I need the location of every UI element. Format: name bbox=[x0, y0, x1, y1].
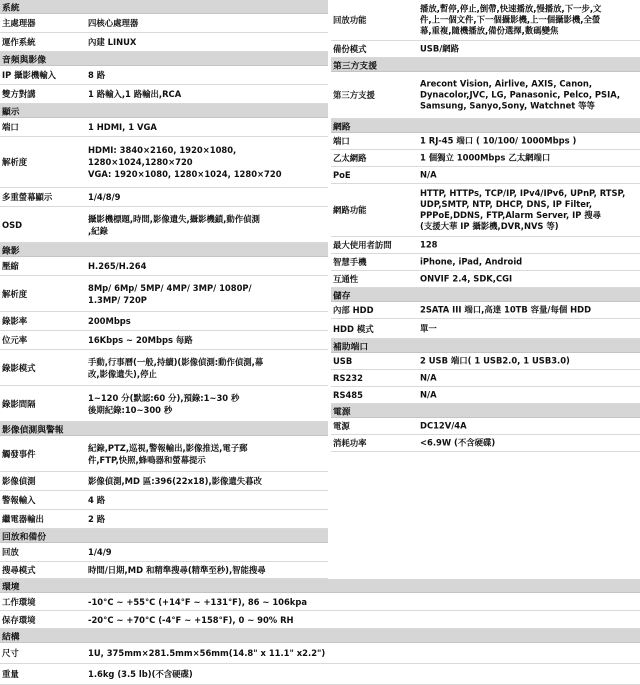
spec-value-line: 1 個獨立 1000Mbps 乙太網端口 bbox=[420, 152, 551, 163]
spec-label: IP 攝影機輸入 bbox=[2, 70, 57, 80]
spec-label: RS232 bbox=[333, 373, 363, 383]
spec-table-left bbox=[0, 0, 328, 579]
spec-label: 錄影模式 bbox=[2, 362, 36, 373]
spec-value-line: HTTP, HTTPs, TCP/IP, IPv4/IPv6, UPnP, RTSP, bbox=[420, 188, 626, 198]
spec-value-line: 件,FTP,快照,蜂鳴器和螢幕提示 bbox=[88, 454, 206, 465]
spec-label: 乙太網路 bbox=[333, 153, 367, 163]
spec-value bbox=[88, 356, 325, 380]
spec-row bbox=[331, 150, 640, 167]
spec-value-line: 2 路 bbox=[88, 514, 106, 524]
spec-value bbox=[420, 323, 637, 334]
spec-value-line: 200Mbps bbox=[88, 316, 131, 326]
spec-label: 運作系統 bbox=[2, 37, 36, 47]
spec-value-line: 8Mp/ 6Mp/ 5MP/ 4MP/ 3MP/ 1080P/ bbox=[88, 282, 252, 293]
spec-value-line: ONVIF 2.4, SDK,CGI bbox=[420, 273, 513, 284]
section-title: 儲存 bbox=[333, 291, 351, 301]
spec-label: HDD 模式 bbox=[333, 323, 374, 334]
spec-value bbox=[88, 546, 325, 558]
spec-label: 內部 HDD bbox=[333, 305, 374, 315]
spec-value-line: USB/網路 bbox=[420, 43, 460, 54]
spec-row bbox=[331, 0, 640, 41]
spec-value bbox=[420, 170, 637, 181]
spec-value bbox=[88, 315, 325, 327]
spec-row bbox=[331, 435, 640, 452]
spec-value bbox=[420, 257, 637, 268]
spec-label: 錄影間隔 bbox=[2, 398, 36, 409]
spec-row bbox=[331, 72, 640, 119]
spec-row bbox=[0, 436, 328, 472]
spec-row bbox=[331, 167, 640, 184]
spec-value-line: 手動,行事曆(一般,持續)(影像偵測:動作偵測,幕 bbox=[88, 356, 264, 367]
spec-value-line: ,紀錄 bbox=[88, 225, 108, 236]
spec-value bbox=[88, 668, 637, 680]
spec-value bbox=[88, 144, 325, 180]
spec-label: 尺寸 bbox=[2, 648, 19, 658]
spec-row bbox=[0, 543, 328, 562]
spec-value bbox=[420, 79, 637, 112]
spec-value-line: HDMI: 3840×2160, 1920×1080, bbox=[88, 145, 237, 155]
spec-label: 端口 bbox=[2, 122, 19, 132]
spec-row bbox=[331, 370, 640, 387]
spec-value-line: 單一 bbox=[420, 323, 437, 333]
spec-row bbox=[331, 41, 640, 58]
spec-value-line: 播放,暫停,停止,倒帶,快速播放,慢播放,下一步,文 bbox=[420, 3, 602, 14]
spec-value bbox=[420, 390, 637, 401]
spec-row bbox=[331, 254, 640, 271]
spec-value bbox=[88, 334, 325, 346]
spec-value bbox=[88, 442, 325, 466]
spec-label: 錄影率 bbox=[2, 316, 28, 326]
spec-row bbox=[331, 353, 640, 370]
spec-value bbox=[420, 4, 637, 37]
spec-row bbox=[331, 302, 640, 319]
spec-value bbox=[88, 36, 325, 48]
spec-value bbox=[88, 17, 325, 29]
spec-label: 最大使用者訪問 bbox=[333, 240, 392, 250]
spec-value-line: Samsung, Sanyo,Sony, Watchnet 等等 bbox=[420, 100, 595, 111]
spec-label: 警報輸入 bbox=[2, 495, 36, 505]
section-header bbox=[331, 119, 640, 133]
spec-value-line: -10°C ~ +55°C (+14°F ~ +131°F), 86 ~ 106kpa bbox=[88, 596, 308, 607]
spec-row bbox=[0, 257, 328, 276]
spec-value bbox=[420, 356, 637, 367]
spec-value bbox=[88, 88, 325, 100]
spec-row bbox=[331, 319, 640, 339]
spec-row bbox=[0, 276, 328, 312]
section-header bbox=[0, 0, 328, 14]
spec-value-line: Arecont Vision, Airlive, AXIS, Canon, bbox=[420, 78, 593, 89]
section-title: 音頻與影像 bbox=[2, 55, 46, 65]
spec-value-line: 1~120 分(默認:60 分),預錄:1~30 秒 bbox=[88, 392, 240, 403]
spec-row bbox=[0, 118, 328, 137]
spec-row bbox=[0, 331, 328, 350]
spec-label: RS485 bbox=[333, 390, 363, 400]
spec-value bbox=[88, 69, 325, 81]
section-title: 補助端口 bbox=[333, 342, 369, 352]
spec-value bbox=[88, 494, 325, 506]
spec-value-line: UDP,SMTP, NTP, DHCP, DNS, IP Filter, bbox=[420, 199, 593, 209]
spec-value-line: Dynacolor,JVC, LG, Panasonic, Pelco, PSIA, bbox=[420, 89, 621, 100]
spec-label: 壓縮 bbox=[2, 261, 19, 271]
spec-value bbox=[88, 260, 325, 272]
spec-label: 主處理器 bbox=[2, 18, 36, 28]
spec-value bbox=[88, 191, 325, 203]
spec-row bbox=[331, 418, 640, 435]
spec-row bbox=[331, 133, 640, 150]
spec-row bbox=[0, 207, 328, 243]
spec-row bbox=[0, 643, 640, 664]
spec-row bbox=[0, 188, 328, 207]
section-header bbox=[0, 422, 328, 436]
spec-value-line: 1 RJ-45 端口 ( 10/100/ 1000Mbps ) bbox=[420, 135, 577, 146]
spec-value bbox=[88, 213, 325, 237]
spec-value-line: 內建 LINUX bbox=[88, 37, 137, 47]
spec-value-line: iPhone, iPad, Android bbox=[420, 256, 523, 267]
spec-row bbox=[0, 664, 640, 685]
spec-row bbox=[0, 350, 328, 386]
spec-label: 觸發事件 bbox=[2, 448, 36, 459]
section-header bbox=[331, 339, 640, 353]
spec-row bbox=[331, 387, 640, 404]
spec-value-line: 1/4/8/9 bbox=[88, 192, 121, 202]
spec-label: 網路功能 bbox=[333, 205, 367, 215]
spec-value-line: 四核心處理器 bbox=[88, 18, 139, 28]
spec-label: 回放功能 bbox=[333, 15, 367, 25]
spec-label: 繼電器輸出 bbox=[2, 514, 44, 524]
section-header bbox=[0, 243, 328, 257]
spec-label: 多重螢幕顯示 bbox=[2, 192, 53, 202]
spec-value bbox=[88, 614, 637, 626]
spec-value-line: DC12V/4A bbox=[420, 420, 467, 431]
spec-label: USB bbox=[333, 356, 353, 366]
spec-row bbox=[0, 562, 328, 579]
spec-value-line: VGA: 1920×1080, 1280×1024, 1280×720 bbox=[88, 169, 282, 179]
spec-value bbox=[420, 305, 637, 316]
spec-label: 解析度 bbox=[2, 288, 28, 299]
spec-value-line: 件,上一個文件,下一個攝影機,上一個攝影機,全螢 bbox=[420, 14, 601, 25]
spec-value bbox=[88, 647, 637, 659]
spec-value-line: N/A bbox=[420, 389, 437, 400]
section-header bbox=[331, 288, 640, 302]
spec-value bbox=[420, 373, 637, 384]
spec-value bbox=[420, 421, 637, 432]
spec-value-line: 16Kbps ~ 20Mbps 每路 bbox=[88, 335, 193, 345]
spec-row bbox=[0, 33, 328, 52]
spec-row bbox=[0, 510, 328, 529]
spec-value-line: N/A bbox=[420, 169, 437, 180]
spec-row bbox=[0, 491, 328, 510]
spec-label: 電源 bbox=[333, 421, 350, 431]
section-header bbox=[331, 404, 640, 418]
spec-row bbox=[331, 271, 640, 288]
section-title: 系統 bbox=[2, 3, 20, 13]
spec-label: 第三方支援 bbox=[333, 90, 375, 100]
spec-row bbox=[331, 237, 640, 254]
spec-value-line: (支援大華 IP 攝影機,DVR,NVS 等) bbox=[420, 221, 559, 231]
spec-label: 雙方對講 bbox=[2, 89, 36, 99]
spec-value-line: 1/4/9 bbox=[88, 547, 112, 557]
spec-value-line: 影像偵測,MD 區:396(22x18),影像遺失暮改 bbox=[88, 476, 262, 486]
section-header bbox=[0, 529, 328, 543]
spec-row bbox=[0, 137, 328, 188]
spec-value-line: 8 路 bbox=[88, 70, 106, 80]
spec-value-line: PPPoE,DDNS, FTP,Alarm Server, IP 搜尋 bbox=[420, 210, 601, 220]
section-title: 環境 bbox=[2, 582, 20, 592]
spec-value-line: 1U, 375mm×281.5mm×56mm(14.8" x 11.1" x2.2") bbox=[88, 648, 326, 658]
spec-value-line: <6.9W (不含硬碟) bbox=[420, 437, 496, 448]
spec-row bbox=[331, 184, 640, 237]
spec-value-line: 1.6kg (3.5 lb)(不含硬碟) bbox=[88, 669, 193, 679]
spec-label: 消耗功率 bbox=[333, 438, 367, 448]
spec-value-line: H.265/H.264 bbox=[88, 261, 147, 271]
section-title: 網路 bbox=[333, 122, 351, 132]
section-title: 電源 bbox=[333, 407, 351, 417]
spec-label: 保存環境 bbox=[2, 614, 36, 625]
section-title: 顯示 bbox=[2, 107, 20, 117]
spec-value-line: 攝影機標題,時間,影像遺失,攝影機鎖,動作偵測 bbox=[88, 213, 260, 224]
spec-value bbox=[420, 274, 637, 285]
spec-value bbox=[88, 392, 325, 416]
spec-value-line: 時間/日期,MD 和精準搜尋(精準至秒),智能搜尋 bbox=[88, 565, 266, 575]
spec-value-line: 2 USB 端口( 1 USB2.0, 1 USB3.0) bbox=[420, 355, 570, 366]
section-title: 第三方支援 bbox=[333, 61, 377, 71]
spec-value bbox=[88, 513, 325, 525]
spec-label: 工作環境 bbox=[2, 596, 36, 607]
spec-row bbox=[0, 611, 640, 629]
section-title: 回放和備份 bbox=[2, 532, 46, 542]
spec-value-line: 紀錄,PTZ,巡視,警報輸出,影像推送,電子郵 bbox=[88, 442, 248, 453]
spec-label: 備份模式 bbox=[333, 44, 367, 54]
spec-row bbox=[0, 85, 328, 104]
spec-label: PoE bbox=[333, 170, 351, 180]
spec-value-line: 1 路輸入,1 路輸出,RCA bbox=[88, 89, 182, 99]
spec-value bbox=[88, 596, 637, 608]
spec-label: 搜尋模式 bbox=[2, 565, 36, 575]
spec-row bbox=[0, 386, 328, 422]
section-title: 影像偵測與警報 bbox=[2, 425, 64, 435]
spec-label: 影像偵測 bbox=[2, 476, 36, 486]
spec-label: 回放 bbox=[2, 547, 19, 557]
section-title: 錄影 bbox=[2, 246, 20, 256]
spec-value-line: 幕,重複,隨機播放,備份選擇,數碼變焦 bbox=[420, 25, 559, 36]
spec-value bbox=[88, 282, 325, 306]
spec-value-line: 改,影像遺失),停止 bbox=[88, 368, 157, 379]
spec-value-line: 4 路 bbox=[88, 495, 106, 505]
section-title: 結構 bbox=[2, 632, 20, 642]
spec-label: 互通性 bbox=[333, 274, 359, 284]
spec-value-line: 1280×1024,1280×720 bbox=[88, 157, 193, 167]
spec-value bbox=[88, 475, 325, 487]
spec-value bbox=[420, 438, 637, 449]
spec-value-line: N/A bbox=[420, 372, 437, 383]
spec-label: 解析度 bbox=[2, 157, 28, 167]
spec-value bbox=[420, 136, 637, 147]
spec-value bbox=[420, 188, 637, 232]
section-header bbox=[0, 104, 328, 118]
spec-value bbox=[420, 240, 637, 251]
section-header bbox=[331, 58, 640, 72]
spec-value bbox=[88, 564, 325, 576]
spec-label: 智慧手機 bbox=[333, 257, 367, 267]
spec-value-line: -20°C ~ +70°C (-4°F ~ +158°F), 0 ~ 90% RH bbox=[88, 614, 294, 625]
spec-row bbox=[0, 14, 328, 33]
spec-row bbox=[0, 66, 328, 85]
spec-label: 端口 bbox=[333, 136, 350, 146]
spec-label: 重量 bbox=[2, 669, 19, 679]
spec-table-right bbox=[331, 0, 640, 452]
spec-value-line: 2SATA III 端口,高達 10TB 容量/每個 HDD bbox=[420, 304, 592, 315]
spec-value bbox=[88, 121, 325, 133]
spec-row bbox=[0, 472, 328, 491]
section-header bbox=[0, 52, 328, 66]
section-header bbox=[0, 579, 640, 593]
spec-value bbox=[420, 153, 637, 164]
spec-row bbox=[0, 593, 640, 611]
spec-value-line: 後期紀錄:10~300 秒 bbox=[88, 404, 173, 415]
section-header bbox=[0, 629, 640, 643]
spec-value-line: 1 HDMI, 1 VGA bbox=[88, 122, 157, 132]
spec-label: OSD bbox=[2, 219, 23, 230]
spec-value bbox=[420, 44, 637, 55]
spec-value-line: 1.3MP/ 720P bbox=[88, 294, 147, 305]
spec-row bbox=[0, 312, 328, 331]
spec-label: 位元率 bbox=[2, 335, 28, 345]
spec-value-line: 128 bbox=[420, 239, 438, 250]
